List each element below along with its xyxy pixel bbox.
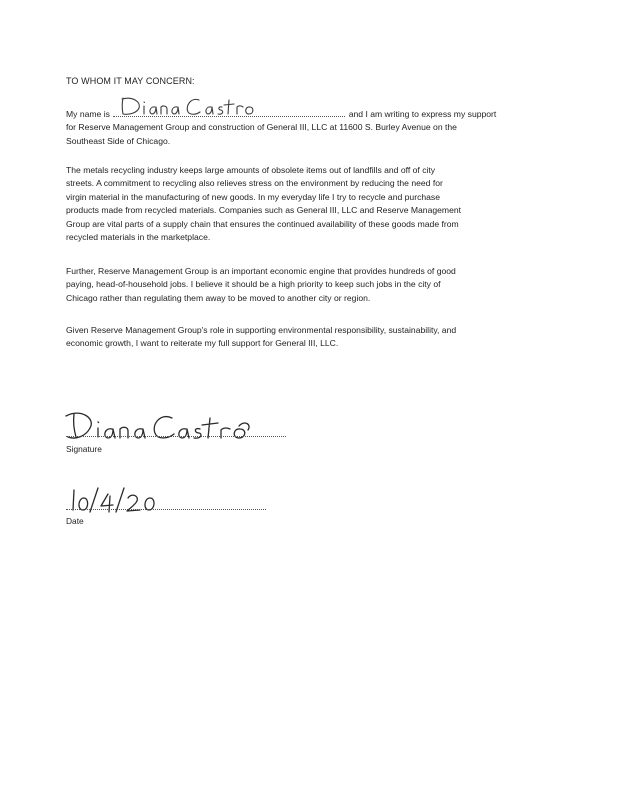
text-line: Given Reserve Management Group's role in supporting environmental responsibility, sustainability, and (66, 325, 457, 335)
text-line: products made from recycled materials. Companies such as General III, LLC and Reserve Management (66, 205, 462, 216)
text-line: economic growth, I want to reiterate my full support for General III, LLC. (66, 338, 339, 349)
name-fill-line (113, 106, 345, 117)
salutation: TO WHOM IT MAY CONCERN: (66, 76, 195, 86)
text-line: streets. A commitment to recycling also relieves stress on the environment by reducing the need for (66, 178, 443, 189)
handwritten-date (60, 482, 180, 516)
text-line: virgin material in the manufacturing of new goods. In my everyday life I try to recycle and purchase (66, 191, 441, 202)
date-line (66, 509, 266, 510)
text-line: Group are vital parts of a supply chain that ensures the continued availability of these goods made from (66, 218, 459, 229)
handwritten-signature (60, 404, 260, 444)
intro-text-before-name: My name is (66, 109, 110, 119)
text-line: Further, Reserve Management Group is an important economic engine that provides hundreds of good (66, 266, 456, 276)
text-line: Chicago rather than regulating them away to be moved to another city or region. (66, 292, 371, 303)
signature-line (66, 436, 286, 437)
date-label: Date (66, 516, 84, 526)
paragraph-closing (66, 324, 536, 351)
intro-line-2: for Reserve Management Group and construction of General III, LLC at 11600 S. Burley Avenue on the (66, 122, 457, 133)
date-block (60, 482, 270, 530)
signature-block (60, 404, 290, 460)
paragraph-metals-recycling (66, 164, 536, 244)
signature-label: Signature (66, 444, 102, 454)
intro-text-after-name: and I am writing to express my support (348, 109, 497, 119)
text-line: The metals recycling industry keeps large amounts of obsolete items out of landfills and off of city (66, 165, 436, 175)
handwritten-name (119, 94, 269, 118)
text-line: paying, head-of-household jobs. I believe it should be a high priority to keep such jobs in the city of (66, 279, 441, 290)
intro-paragraph (66, 106, 536, 148)
text-line: recycled materials in the marketplace. (66, 232, 211, 243)
intro-line-1 (66, 106, 536, 121)
intro-line-3: Southeast Side of Chicago. (66, 135, 171, 146)
paragraph-economic-engine (66, 265, 536, 305)
